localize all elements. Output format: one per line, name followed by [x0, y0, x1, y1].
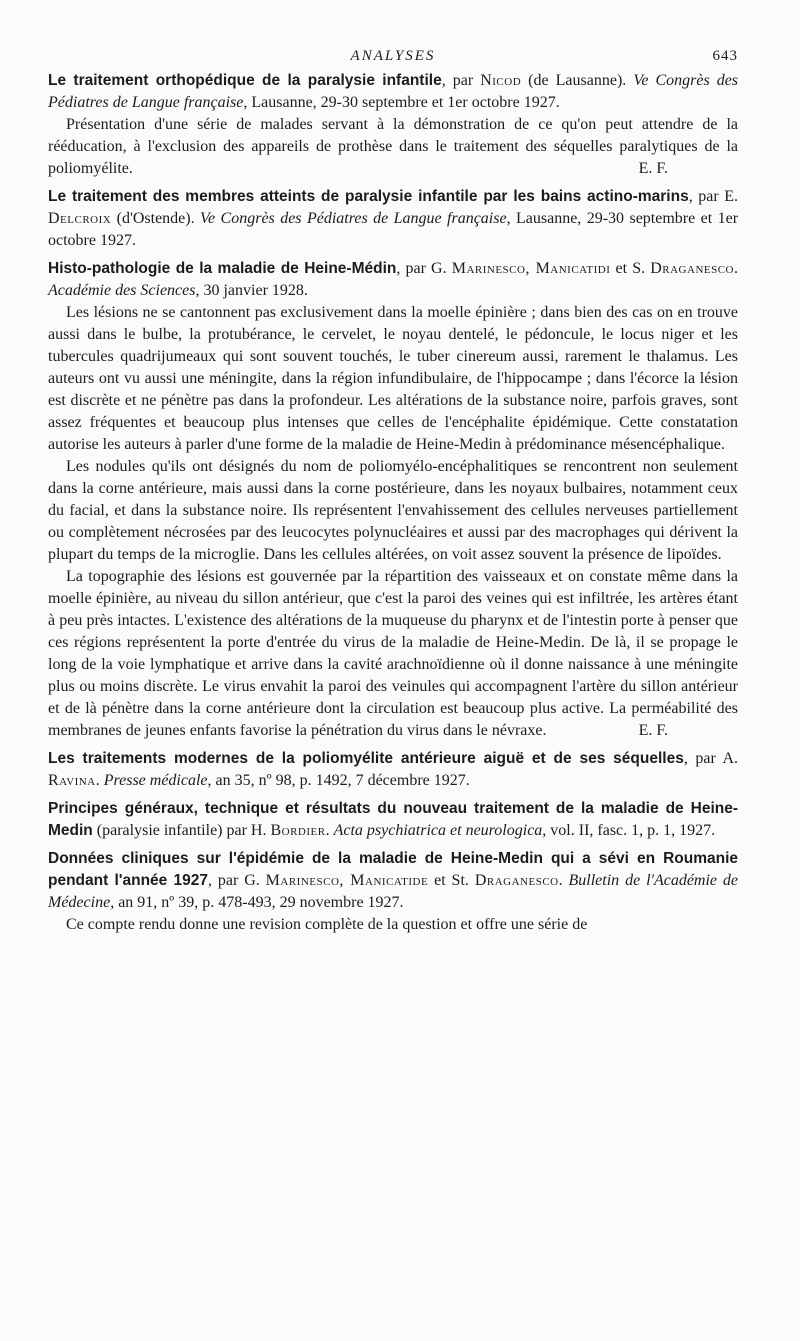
entry-paragraph: Ce compte rendu donne une revision complète de la question et offre une série de — [66, 916, 588, 933]
entry-heading: Principes généraux, technique et résultats du nouveau traitement de la maladie de Heine-Medin (paralysie infantile) par H. Bordier. Acta psychiatrica et neurologica, vol. II, fasc. 1, p. 1, 1927. — [48, 800, 738, 839]
entry-paragraph: Les lésions ne se cantonnent pas exclusivement dans la moelle épinière ; dans bien des cas on en trouve aussi dans le bulbe, la protubérance, le cervelet, le noyau dentelé, le pédoncule, le locus niger et les tubercules quadrijumeaux qui sont souvent touchés, le tuber cinereum aussi, rarement le thalamus. Les auteurs ont vu aussi une méningite, dans la région infundibulaire, de l'hippocampe ; dans l'écorce la lésion est discrète et ne pénètre pas dans la profondeur. Les altérations de la substance noire, parfois graves, sont assez fréquentes et beaucoup plus intenses que celles de l'encéphalite épidémique. Cette constatation autorise les auteurs à parler d'une forme de la maladie de Heine-Medin à prédominance mésencéphalique. — [48, 304, 738, 453]
abstract-entry — [48, 748, 738, 792]
entry-title: Le traitement des membres atteints de paralysie infantile par les bains actino-marins — [48, 188, 689, 205]
entry-source: Ve Congrès des Pédiatres de Langue française — [200, 210, 507, 227]
entry-paragraph: Les nodules qu'ils ont désignés du nom de poliomyélo-encéphalitiques se rencontrent non seulement dans la corne antérieure, mais aussi dans la corne postérieure, dans les noyaux bulbaires, notamment ceux du facial, et dans la substance noire. Ils représentent l'envahissement des cellules nerveuses partiellement ou complètement nécrosées par des leucocytes polynucléaires et aussi par des macrophages qui dérivent la plupart du temps de la microglie. Dans les cellules altérées, on voit assez souvent la présence de lipoïdes. — [48, 458, 738, 563]
entry-author: Marinesco, Manicatide — [265, 872, 429, 889]
entry-author: Nicod — [480, 72, 522, 89]
abstract-entry — [48, 848, 738, 936]
entry-author: Marinesco, Manicatidi — [451, 260, 611, 277]
entry-heading: Données cliniques sur l'épidémie de la maladie de Heine-Medin qui a sévi en Roumanie pendant l'année 1927, par G. Marinesco, Manicatide et St. Draganesco. Bulletin de l'Académie de Médecine, an 91, nº 39, p. 478-493, 29 novembre 1927. — [48, 850, 739, 911]
entry-title: Principes généraux, technique et résultats du nouveau traitement de la maladie de Heine-Medin — [48, 800, 738, 839]
entry-paragraph: La topographie des lésions est gouvernée par la répartition des vaisseaux et on constate même dans la moelle épinière, au niveau du sillon antérieur, que c'est la paroi des veines qui est infiltrée, les artères étant à peu près intactes. L'existence des altérations de la muqueuse du pharynx et de l'intestin porte à penser que ces régions représentent la porte d'entrée du virus de la maladie de Heine-Medin. De là, il se propage le long de la voie lymphatique et arrive dans la cavité arachnoïdienne où il donne naissance à une méningite plus ou moins discrète. Le virus envahit la paroi des veinules qui accompagnent l'artère du sillon antérieur et de là pénètre dans la corne antérieure dont la circulation est beaucoup plus active. La perméabilité des membranes de jeunes enfants favorise la pénétration du virus dans le névraxe. E. F. — [48, 566, 738, 742]
page-number: 643 — [712, 48, 738, 64]
entry-source: Acta psychiatrica et neurologica — [333, 822, 543, 839]
entry-signature: E. F. — [638, 722, 668, 739]
entry-heading: Le traitement des membres atteints de paralysie infantile par les bains actino-marins, par E. Delcroix (d'Ostende). Ve Congrès des Pédiatres de Langue française, Lausanne, 29-30 septembre et 1er octobre 1927. — [48, 188, 739, 249]
entry-author: Ravina — [48, 772, 96, 789]
entry-author-2: Draganesco — [650, 260, 735, 277]
entry-source: Presse médicale — [103, 772, 208, 789]
entry-heading: Le traitement orthopédique de la paralysie infantile, par Nicod (de Lausanne). Ve Congrès des Pédiatres de Langue française, Lausanne, 29-30 septembre et 1er octobre 1927. — [48, 72, 739, 111]
entry-title: Les traitements modernes de la poliomyélite antérieure aiguë et de ses séquelles — [48, 750, 684, 767]
entry-source: Ve Congrès des Pédiatres de Langue française — [48, 72, 739, 111]
entry-author: Bordier — [270, 822, 326, 839]
entry-title: Histo-pathologie de la maladie de Heine-Médin — [48, 260, 397, 277]
entry-heading: Les traitements modernes de la poliomyélite antérieure aiguë et de ses séquelles, par A. Ravina. Presse médicale, an 35, nº 98, p. 1492, 7 décembre 1927. — [48, 750, 738, 789]
abstract-entry — [48, 186, 738, 252]
entry-signature: E. F. — [638, 160, 668, 177]
abstract-entry — [48, 70, 738, 180]
entry-title: Données cliniques sur l'épidémie de la maladie de Heine-Medin qui a sévi en Roumanie pendant l'année 1927 — [48, 850, 738, 889]
entry-title: Le traitement orthopédique de la paralysie infantile — [48, 72, 442, 89]
entry-author: Delcroix — [48, 210, 112, 227]
abstract-entry — [48, 258, 738, 742]
entry-paragraph: Présentation d'une série de malades servant à la démonstration de ce qu'on peut attendre de la rééducation, à l'exclusion des appareils de prothèse dans le traitement des séquelles paralytiques de la poliomyélite. E. F. — [48, 114, 738, 180]
abstract-entry — [48, 798, 738, 842]
entry-author-2: Draganesco — [474, 872, 559, 889]
entry-source: Bulletin de l'Académie de Médecine — [48, 872, 739, 911]
entry-heading: Histo-pathologie de la maladie de Heine-Médin, par G. Marinesco, Manicatidi et S. Draganesco. Académie des Sciences, 30 janvier 1928. — [48, 260, 739, 299]
running-title: ANALYSES — [350, 48, 436, 64]
entry-source: Académie des Sciences — [48, 282, 196, 299]
running-header — [48, 44, 738, 70]
